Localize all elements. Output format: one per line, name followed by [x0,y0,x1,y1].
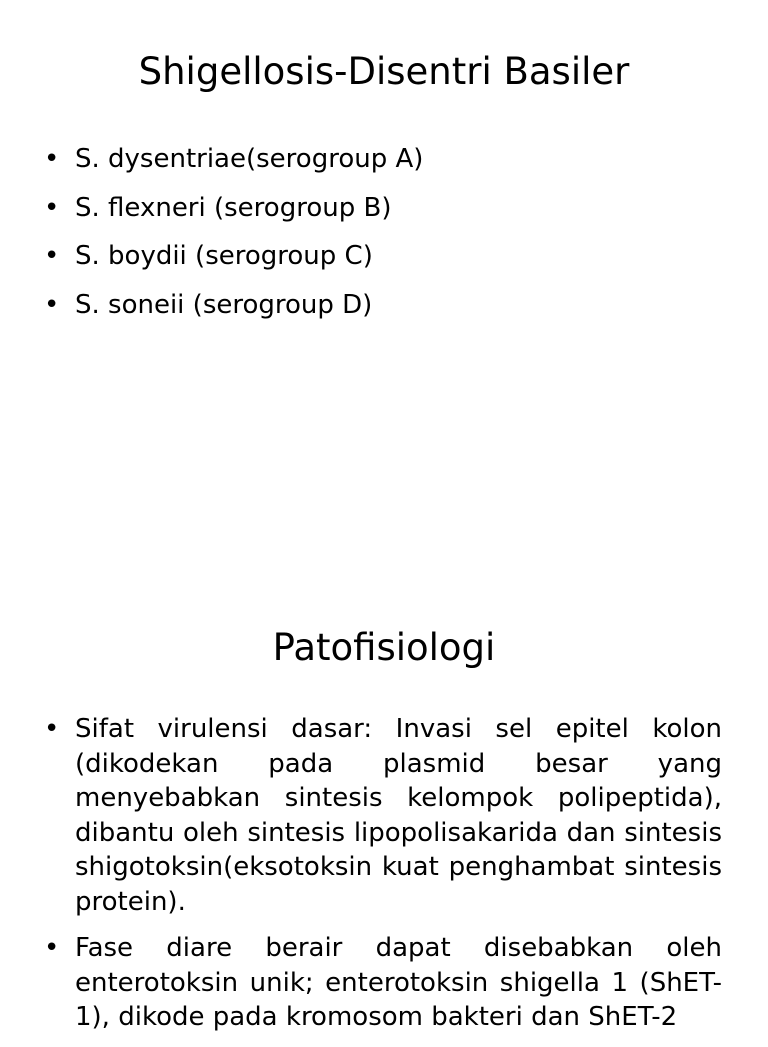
list-item-text: Fase diare berair dapat disebabkan oleh enterotoksin unik; enterotoksin shigella 1 (ShET-1), dikode pada kromosom bakteri dan ShET-2 [75,933,722,1032]
bullet-icon: • [44,289,60,320]
bullet-icon: • [44,144,60,174]
list-item-text: Sifat virulensi dasar: Invasi sel epitel kolon (dikodekan pada plasmid besar yang menyebabkan sintesis kelompok polipeptida), dibantu oleh sintesis lipopolisakarida dan sintesis shigotoksin(eksotoksin kuat penghambat sintesis protein). [75,714,722,917]
list-item-serogroup-d [44,288,722,323]
bullet-icon: • [44,933,60,963]
slide-pathophysiology [0,576,768,1032]
serogroup-list [44,142,722,336]
list-item-text: S. soneii (serogroup D) [75,289,373,320]
list-item-watery-diarrhea [44,931,722,1035]
list-item-text: S. flexneri (serogroup B) [75,192,392,223]
slide-title-patofisiologi: Patofisiologi [272,626,496,669]
slide-title-shigellosis: Shigellosis-Disentri Basiler [138,50,630,93]
bullet-icon: • [44,714,60,744]
list-item-text: S. dysentriae(serogroup A) [75,144,424,174]
pathophysiology-list [44,712,722,1047]
list-item-serogroup-c [44,239,722,274]
list-item-text: S. boydii (serogroup C) [75,241,373,271]
list-item-virulence [44,712,722,919]
bullet-icon: • [44,241,60,271]
list-item-serogroup-a [44,142,722,177]
bullet-icon: • [44,192,60,223]
list-item-serogroup-b [44,191,722,226]
